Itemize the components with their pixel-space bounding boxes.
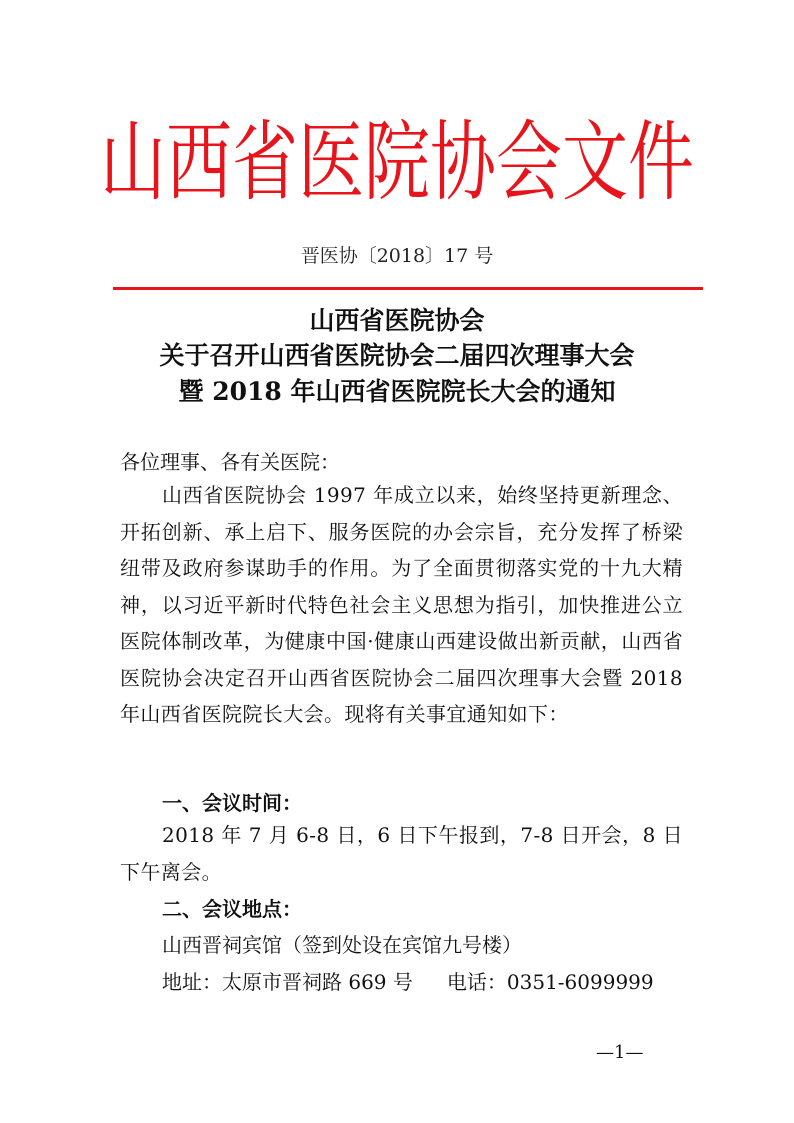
address-text: 地址：太原市晋祠路 669 号	[162, 970, 413, 994]
intro-paragraph: 山西省医院协会 1997 年成立以来，始终坚持更新理念、开拓创新、承上启下、服务医院的办会宗旨，充分发挥了桥梁纽带及政府参谋助手的作用。为了全面贯彻落实党的十九大精神，以习近平新时代特色社会主义思想为指引，加快推进公立医院体制改革，为健康中国·健康山西建设做出新贡献，山西省医院协会决定召开山西省医院协会二届四次理事大会暨 2018 年山西省医院院长大会。现将有关事宜通知如下：	[120, 483, 683, 726]
address-line	[162, 968, 654, 996]
title-line-1: 山西省医院协会	[309, 306, 485, 335]
title-line-2: 关于召开山西省医院协会二届四次理事大会	[159, 341, 635, 370]
phone-text: 电话：0351-6099999	[446, 970, 654, 994]
venue-text: 山西晋祠宾馆（签到处设在宾馆九号楼）	[162, 933, 522, 957]
document-masthead: 山西省医院协会文件	[100, 111, 694, 214]
masthead-divider	[113, 287, 703, 290]
section-heading-location: 二、会议地点：	[162, 897, 302, 921]
document-number: 晋医协〔2018〕17 号	[300, 245, 494, 267]
meeting-time-text: 2018 年 7 月 6-8 日，6 日下午报到，7-8 日开会，8 日下午离会。	[120, 823, 683, 884]
section-heading-time: 一、会议时间：	[162, 791, 302, 815]
salutation: 各位理事、各有关医院：	[120, 450, 340, 474]
page-number: —1—	[596, 1042, 644, 1063]
title-line-3: 暨 2018 年山西省医院院长大会的通知	[178, 377, 616, 406]
